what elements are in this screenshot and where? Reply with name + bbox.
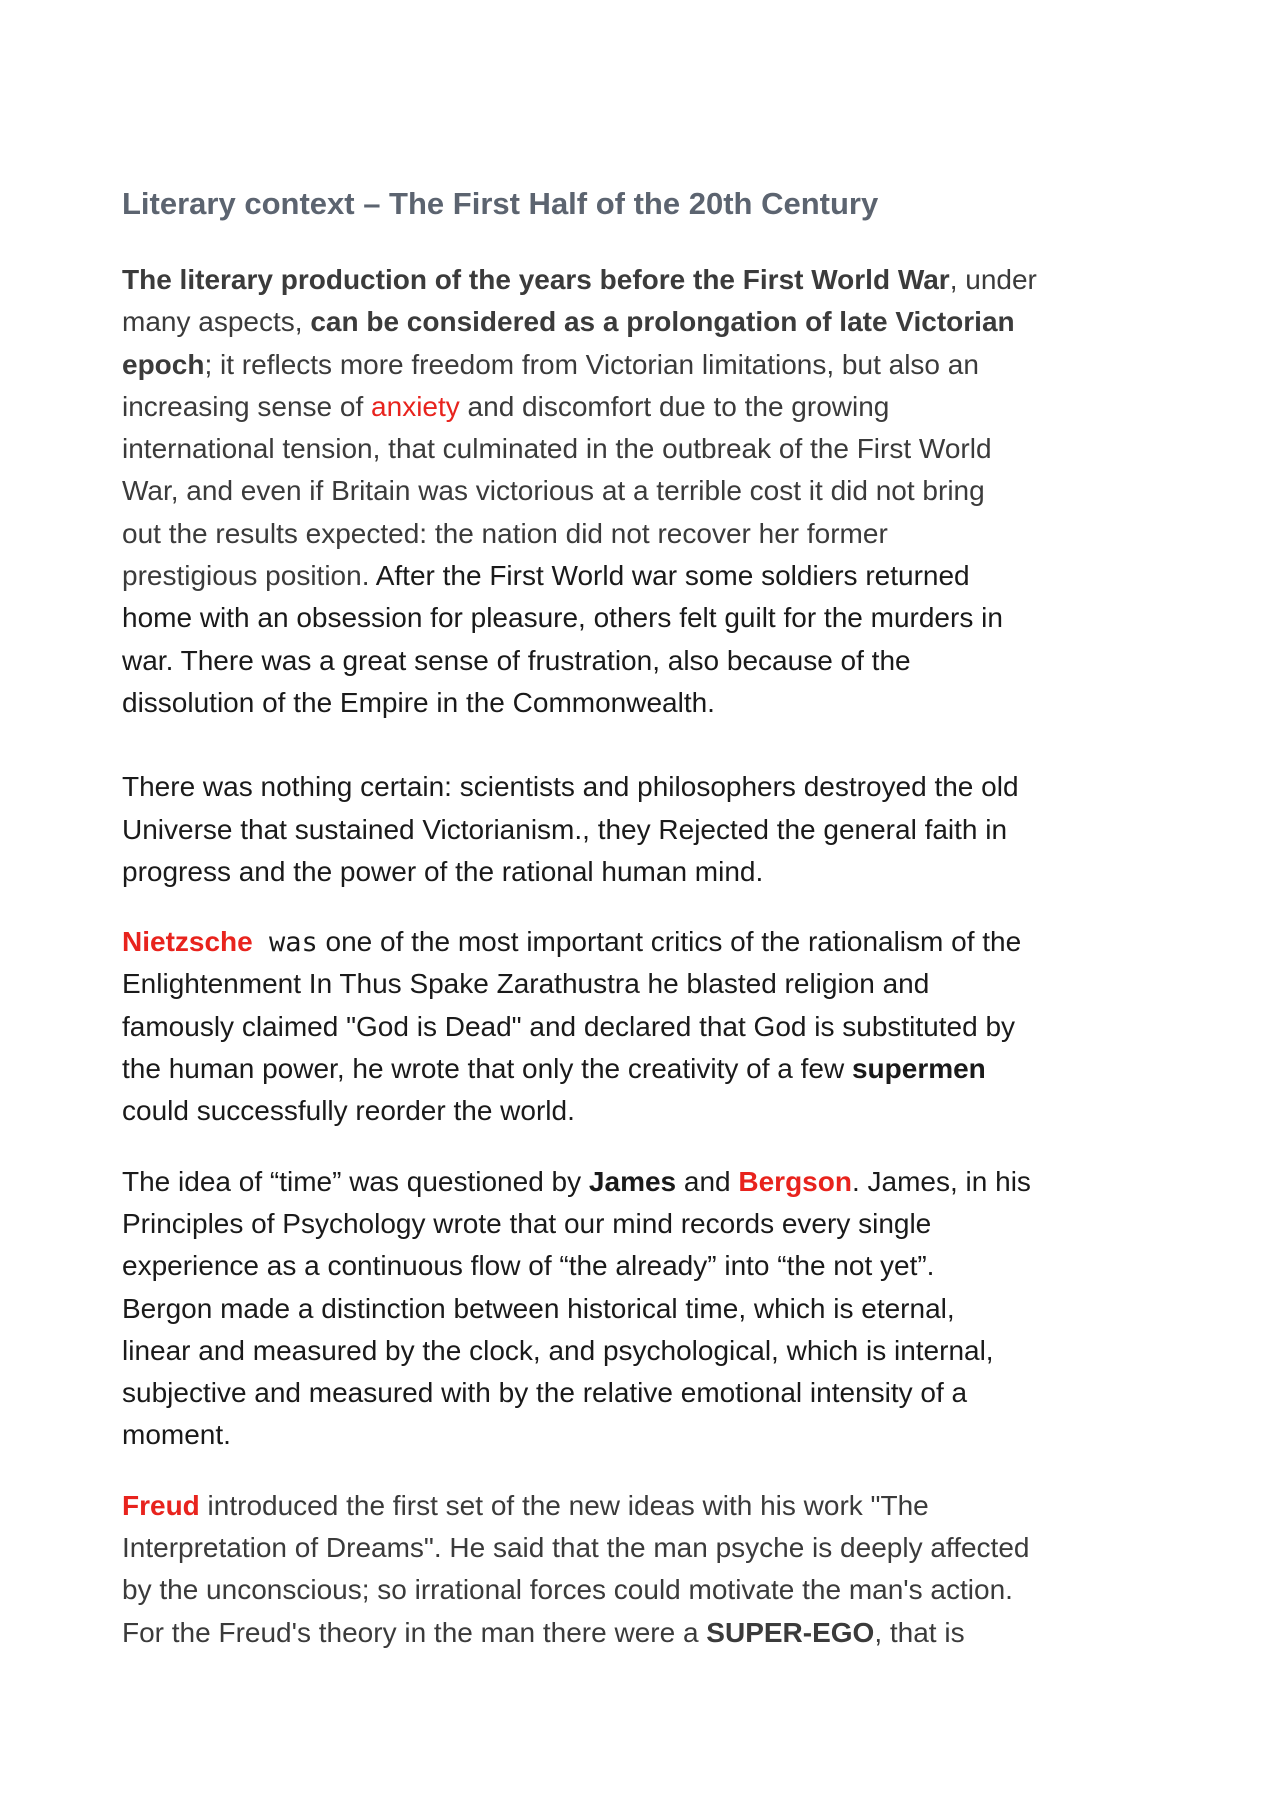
text-line <box>122 555 1172 597</box>
text-line <box>122 386 1172 428</box>
text-run: dissolution of the Empire in the Commonwealth. <box>122 686 715 718</box>
text-run: subjective and measured with by the relative emotional intensity of a <box>122 1377 968 1409</box>
text-line <box>122 1048 1172 1090</box>
paragraph-spacer <box>122 724 1172 766</box>
paragraph-spacer <box>122 1133 1172 1161</box>
text-line <box>122 301 1172 343</box>
text-line <box>122 1485 1172 1527</box>
bold-text: James <box>588 1165 677 1197</box>
paragraph-1 <box>122 259 1172 724</box>
text-run: After the First World war some soldiers returned <box>369 560 970 592</box>
text-run: There was nothing certain: scientists and philosophers destroyed the old <box>122 771 1019 803</box>
text-line <box>122 1288 1172 1330</box>
text-run: Enlightenment In Thus Spake Zarathustra he blasted religion and <box>122 968 930 1000</box>
text-run: and <box>676 1165 739 1197</box>
paragraph-spacer <box>122 1457 1172 1485</box>
text-run: , that is <box>874 1616 965 1648</box>
text-line <box>122 921 1172 963</box>
page-title: Literary context – The First Half of the 20th Century <box>122 186 879 221</box>
text-run: was <box>252 927 318 959</box>
text-run: and discomfort due to the growing <box>459 390 890 422</box>
text-run: . James, in his <box>851 1165 1031 1197</box>
text-line <box>122 640 1172 682</box>
text-line <box>122 428 1172 470</box>
text-line <box>122 1372 1172 1414</box>
text-run: Universe that sustained Victorianism., they Rejected the general faith in <box>122 813 1008 845</box>
text-run: home with an obsession for pleasure, others felt guilt for the murders in <box>122 602 1003 634</box>
text-run: experience as a continuous flow of “the already” into “the not yet”. <box>122 1250 935 1282</box>
bold-text: The literary production of the years before the First World War <box>122 264 950 295</box>
text-run: moment. <box>122 1419 231 1451</box>
text-line <box>122 1569 1172 1611</box>
text-run: famously claimed "God is Dead" and declared that God is substituted by <box>122 1010 1016 1042</box>
paragraph-5 <box>122 1485 1172 1654</box>
text-run: could successfully reorder the world. <box>122 1095 575 1127</box>
highlighted-term: anxiety <box>371 390 460 422</box>
text-line <box>122 1612 1172 1654</box>
text-line <box>122 682 1172 724</box>
text-line <box>122 1203 1172 1245</box>
text-run: Principles of Psychology wrote that our mind records every single <box>122 1207 932 1239</box>
text-line <box>122 1090 1172 1132</box>
text-line <box>122 259 1172 301</box>
highlighted-term: Nietzsche <box>122 926 253 958</box>
text-line <box>122 597 1172 639</box>
text-line <box>122 766 1172 808</box>
document-page <box>122 185 1172 1654</box>
text-run: introduced the first set of the new ideas with his work "The <box>199 1489 929 1521</box>
text-run: progress and the power of the rational human mind. <box>122 855 764 887</box>
text-line <box>122 851 1172 893</box>
text-line <box>122 513 1172 555</box>
text-run: Interpretation of Dreams". He said that the man psyche is deeply affected <box>122 1532 1030 1564</box>
text-run: many aspects, <box>122 306 311 338</box>
text-run: prestigious position. <box>122 560 370 592</box>
paragraph-2 <box>122 766 1172 893</box>
text-run: out the results expected: the nation did not recover her former <box>122 517 888 549</box>
bold-text: can be considered as a prolongation of late Victorian <box>310 306 1015 338</box>
text-run: war. There was a great sense of frustration, also because of the <box>122 644 911 676</box>
text-line <box>122 470 1172 512</box>
text-run: one of the most important critics of the rationalism of the <box>317 926 1022 958</box>
text-line <box>122 1527 1172 1569</box>
document-body <box>122 259 1172 1654</box>
paragraph-4 <box>122 1161 1172 1457</box>
bold-text: supermen <box>851 1053 986 1085</box>
text-run: ; it reflects more freedom from Victorian limitations, but also an <box>204 348 979 380</box>
text-line <box>122 809 1172 851</box>
bold-text: SUPER-EGO <box>706 1616 875 1648</box>
text-line <box>122 1245 1172 1287</box>
text-line <box>122 1330 1172 1372</box>
text-run: , under <box>949 264 1037 295</box>
text-run: Bergon made a distinction between historical time, which is eternal, <box>122 1292 955 1324</box>
highlighted-term: Freud <box>122 1489 200 1521</box>
text-run: the human power, he wrote that only the creativity of a few <box>122 1053 852 1085</box>
text-run: For the Freud's theory in the man there were a <box>122 1616 707 1648</box>
text-run: increasing sense of <box>122 390 372 422</box>
text-line <box>122 1006 1172 1048</box>
text-run: War, and even if Britain was victorious at a terrible cost it did not bring <box>122 475 985 507</box>
text-line <box>122 963 1172 1005</box>
text-run: The idea of “time” was questioned by <box>122 1165 589 1197</box>
text-run: international tension, that culminated in the outbreak of the First World <box>122 433 992 465</box>
highlighted-term: Bergson <box>738 1165 852 1197</box>
text-run: by the unconscious; so irrational forces could motivate the man's action. <box>122 1574 1013 1606</box>
text-run: linear and measured by the clock, and psychological, which is internal, <box>122 1334 994 1366</box>
bold-text: epoch <box>122 348 205 380</box>
text-line <box>122 1161 1172 1203</box>
text-line <box>122 344 1172 386</box>
paragraph-3 <box>122 921 1172 1132</box>
text-line <box>122 1414 1172 1456</box>
paragraph-spacer <box>122 893 1172 921</box>
